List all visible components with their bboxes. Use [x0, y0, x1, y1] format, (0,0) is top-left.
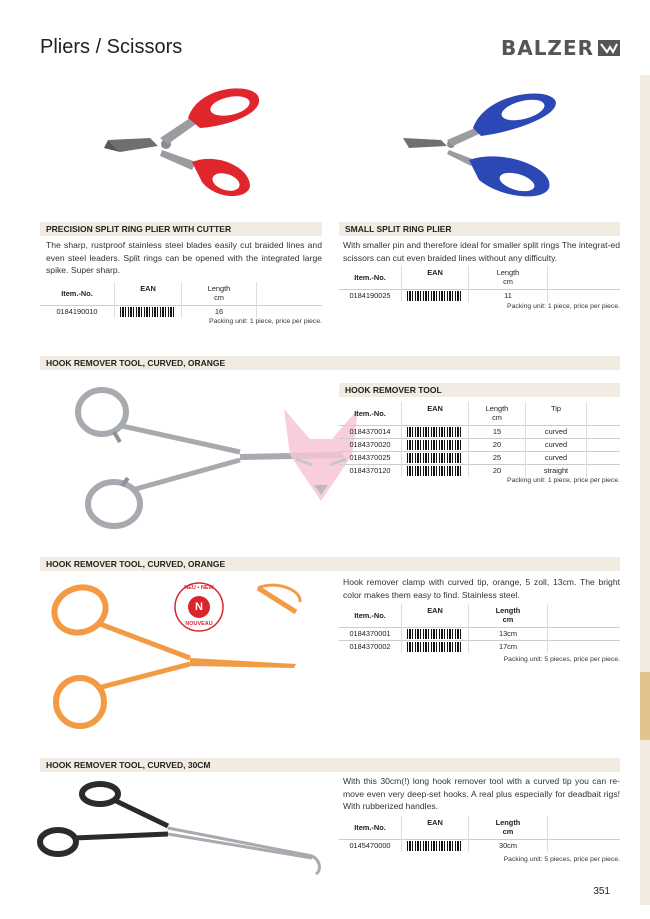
item-number: 0184370014 [339, 426, 402, 439]
red-plier-image [100, 82, 270, 202]
hook-orange-packing: Packing unit: 5 pieces, price per piece. [503, 656, 620, 663]
header-item-no: Item.-No. [354, 408, 386, 418]
barcode-icon [120, 307, 176, 317]
item-number: 0184370120 [339, 465, 402, 478]
tip-value: curved [526, 439, 587, 452]
hook-orange-table [339, 604, 620, 653]
header-ean: EAN [427, 606, 443, 615]
badge-top-text: NEU • NEW [184, 585, 214, 591]
barcode-icon [407, 629, 463, 639]
small-packing: Packing unit: 1 piece, price per piece. [507, 303, 620, 310]
hook-orange-title-2: HOOK REMOVER TOOL, CURVED, ORANGE [40, 557, 620, 571]
barcode-icon [407, 642, 463, 652]
length-value: 25 [469, 452, 526, 465]
header-item-no: Item.-No. [354, 610, 386, 620]
header-ean: EAN [427, 404, 443, 413]
tip-value: curved [526, 426, 587, 439]
precision-plier-description: The sharp, rustproof stainless steel blades easily cut braided lines and even steel leaders. Split rings can be opened with the integrated large spike. Super sharp. [46, 240, 322, 275]
header-unit: cm [503, 277, 513, 286]
hook-orange-description: Hook remover clamp with curved tip, orange, 5 zoll, 13cm. The bright color makes them easy to find. Stainless steel. [343, 577, 620, 600]
table-row [339, 426, 620, 439]
length-value: 20 [469, 465, 526, 478]
small-plier-table [339, 266, 620, 302]
header-item-no: Item.-No. [354, 272, 386, 282]
item-number: 0184190025 [339, 290, 402, 303]
barcode-icon [407, 453, 463, 463]
small-plier-title: SMALL SPLIT RING PLIER [339, 222, 620, 236]
barcode-icon [407, 291, 463, 301]
header-length: Length [496, 268, 520, 277]
length-value: 11 [469, 290, 548, 303]
header-ean: EAN [427, 818, 443, 827]
hook-30cm-title: HOOK REMOVER TOOL, CURVED, 30CM [40, 758, 620, 772]
badge-letter: N [195, 601, 203, 613]
item-number: 0184370020 [339, 439, 402, 452]
precision-plier-title: PRECISION SPLIT RING PLIER WITH CUTTER [40, 222, 322, 236]
header-unit: cm [214, 293, 224, 302]
length-value: 13cm [469, 628, 548, 641]
table-row [339, 641, 620, 654]
tip-value: curved [526, 452, 587, 465]
hook-30cm-table [339, 816, 620, 852]
item-number: 0184190010 [40, 306, 115, 319]
hook-tool-title: HOOK REMOVER TOOL [339, 383, 620, 397]
fish-logo-icon [598, 40, 620, 56]
header-length: Length [485, 404, 509, 413]
badge-bottom-text: NOUVEAU [185, 621, 213, 627]
tip-value: straight [526, 465, 587, 478]
precision-plier-table [40, 282, 322, 318]
brand-name: BALZER [500, 36, 594, 60]
table-row [339, 452, 620, 465]
length-value: 30cm [469, 840, 548, 853]
side-tab-marker [640, 672, 650, 740]
header-item-no: Item.-No. [354, 822, 386, 832]
header-length: Length [495, 606, 521, 615]
barcode-icon [407, 440, 463, 450]
side-strip [640, 75, 650, 905]
hook-30cm-packing: Packing unit: 5 pieces, price per piece. [503, 856, 620, 863]
barcode-icon [407, 466, 463, 476]
page-title: Pliers / Scissors [40, 36, 183, 58]
hook-orange-title-1: HOOK REMOVER TOOL, CURVED, ORANGE [40, 356, 620, 370]
header-ean: EAN [140, 284, 156, 293]
header-item-no: Item.-No. [61, 288, 93, 298]
brand-logo [501, 36, 620, 60]
header-ean: EAN [427, 268, 443, 277]
item-number: 0184370025 [339, 452, 402, 465]
table-row [339, 439, 620, 452]
hook-30cm-description: With this 30cm(!) long hook remover tool with a curved tip you can re-move even very deep-set hooks. A real plus especially for deadbait rigs! With rubberized handles. [343, 776, 620, 811]
black-hook-remover-image [36, 778, 326, 888]
header-length: Length [495, 818, 521, 827]
barcode-icon [407, 427, 463, 437]
blue-plier-image [403, 93, 556, 196]
table-row [40, 306, 322, 319]
length-value: 15 [469, 426, 526, 439]
header-tip: Tip [551, 404, 561, 413]
table-row [339, 840, 620, 853]
length-value: 16 [182, 306, 257, 319]
header-length: Length [207, 284, 231, 293]
table-row [339, 290, 620, 303]
barcode-icon [407, 841, 463, 851]
hook-tool-packing: Packing unit: 1 piece, price per piece. [507, 477, 620, 484]
table-row [339, 628, 620, 641]
item-number: 0184370001 [339, 628, 402, 641]
new-badge [174, 582, 224, 632]
header-unit: cm [502, 615, 514, 624]
precision-packing: Packing unit: 1 piece, price per piece. [209, 318, 322, 325]
item-number: 0184370002 [339, 641, 402, 654]
length-value: 20 [469, 439, 526, 452]
length-value: 17cm [469, 641, 548, 654]
item-number: 0145470000 [339, 840, 402, 853]
header-unit: cm [492, 413, 502, 422]
table-row [339, 465, 620, 478]
small-plier-description: With smaller pin and therefore ideal for smaller split rings The integrat-ed scissors can cut even braided lines without any difficulty. [343, 240, 620, 263]
header-unit: cm [502, 827, 514, 836]
page-number: 351 [593, 886, 610, 897]
hook-tool-table [339, 402, 620, 477]
